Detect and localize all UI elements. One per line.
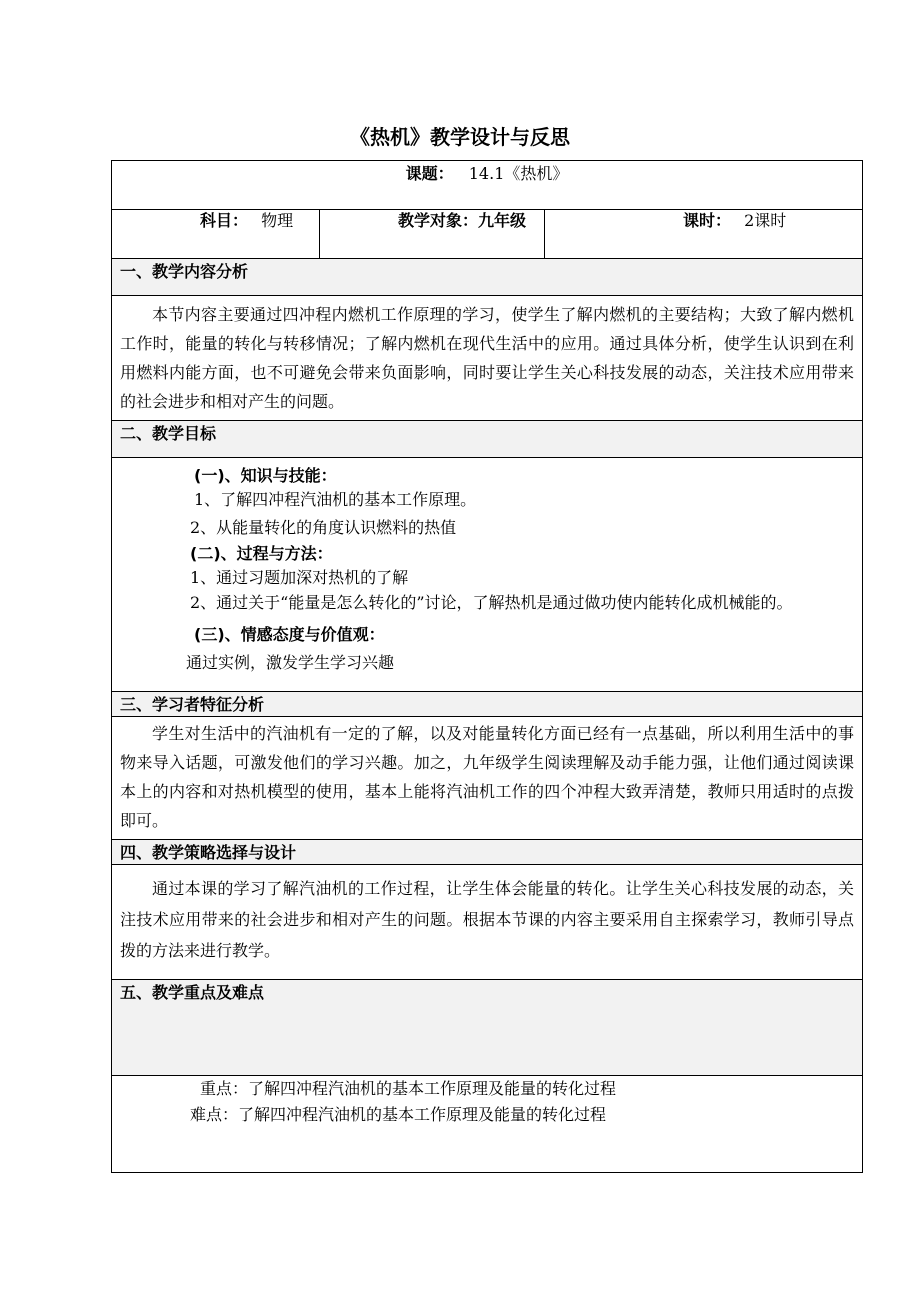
objective-heading: (一)、知识与技能：: [194, 466, 337, 485]
section-2-body: [112, 458, 863, 692]
section-1-header: [112, 259, 863, 296]
topic-value: 14.1《热机》: [468, 164, 569, 183]
audience-cell: [320, 210, 545, 259]
audience-label: 教学对象：九年级: [398, 211, 527, 230]
subject-value: 物理: [261, 211, 294, 230]
hours-label: 课时：: [683, 211, 732, 230]
section-4-header: [112, 840, 863, 865]
objective-heading: (三)、情感态度与价值观：: [194, 625, 385, 644]
objective-heading: (二)、过程与方法：: [190, 544, 333, 563]
section-heading: 四、教学策略选择与设计: [112, 840, 863, 865]
meta-row: [112, 210, 863, 259]
objective-item: 1、了解四冲程汽油机的基本工作原理。: [194, 490, 477, 509]
section-1-body: [112, 296, 863, 421]
document-title: 《热机》教学设计与反思: [350, 125, 570, 149]
difficulty-point: 难点：了解四冲程汽油机的基本工作原理及能量的转化过程: [190, 1105, 607, 1124]
section-paragraph: 通过本课的学习了解汽油机的工作过程，让学生体会能量的转化。让学生关心科技发展的动态，关注技术应用带来的社会进步和相对产生的问题。根据本节课的内容主要采用自主探索学习，教师引导点拨的方法来进行教学。: [120, 879, 855, 960]
objective-item: 通过实例，激发学生学习兴趣: [186, 653, 395, 672]
objective-item: 1、通过习题加深对热机的了解: [190, 568, 409, 587]
section-heading: 二、教学目标: [112, 421, 863, 458]
section-body-cell: [112, 717, 863, 840]
section-2-header: [112, 421, 863, 458]
section-heading: 五、教学重点及难点: [112, 980, 863, 1076]
lesson-plan-table: [111, 160, 863, 1173]
section-paragraph: 本节内容主要通过四冲程内燃机工作原理的学习，使学生了解内燃机的主要结构；大致了解内燃机工作时，能量的转化与转移情况；了解内燃机在现代生活中的应用。通过具体分析，使学生认识到在利用燃料内能方面，也不可避免会带来负面影响，同时要让学生关心科技发展的动态，关注技术应用带来的社会进步和相对产生的问题。: [120, 305, 855, 411]
section-heading: 一、教学内容分析: [112, 259, 863, 296]
hours-value: 2课时: [744, 211, 787, 230]
section-5-header: [112, 980, 863, 1076]
section-heading: 三、学习者特征分析: [112, 692, 863, 717]
hours-cell: [545, 210, 863, 259]
section-body-cell: [112, 296, 863, 421]
section-4-body: [112, 865, 863, 980]
section-3-body: [112, 717, 863, 840]
topic-cell: [112, 161, 863, 210]
objective-item: 2、通过关于“能量是怎么转化的”讨论，了解热机是通过做功使内能转化成机械能的。: [190, 593, 793, 612]
section-body-cell: [112, 865, 863, 980]
section-5-body: [112, 1076, 863, 1173]
section-body-cell: [112, 458, 863, 692]
section-paragraph: 学生对生活中的汽油机有一定的了解，以及对能量转化方面已经有一点基础，所以利用生活中的事物来导入话题，可激发他们的学习兴趣。加之，九年级学生阅读理解及动手能力强，让他们通过阅读课本上的内容和对热机模型的使用，基本上能将汽油机工作的四个冲程大致弄清楚，教师只用适时的点拨即可。: [120, 724, 855, 830]
section-3-header: [112, 692, 863, 717]
subject-label: 科目：: [200, 211, 249, 230]
topic-row: [112, 161, 863, 210]
subject-cell: [112, 210, 320, 259]
key-point: 重点：了解四冲程汽油机的基本工作原理及能量的转化过程: [200, 1079, 617, 1098]
topic-label: 课题：: [405, 164, 454, 183]
objective-item: 2、从能量转化的角度认识燃料的热值: [190, 518, 457, 537]
section-body-cell: [112, 1076, 863, 1173]
